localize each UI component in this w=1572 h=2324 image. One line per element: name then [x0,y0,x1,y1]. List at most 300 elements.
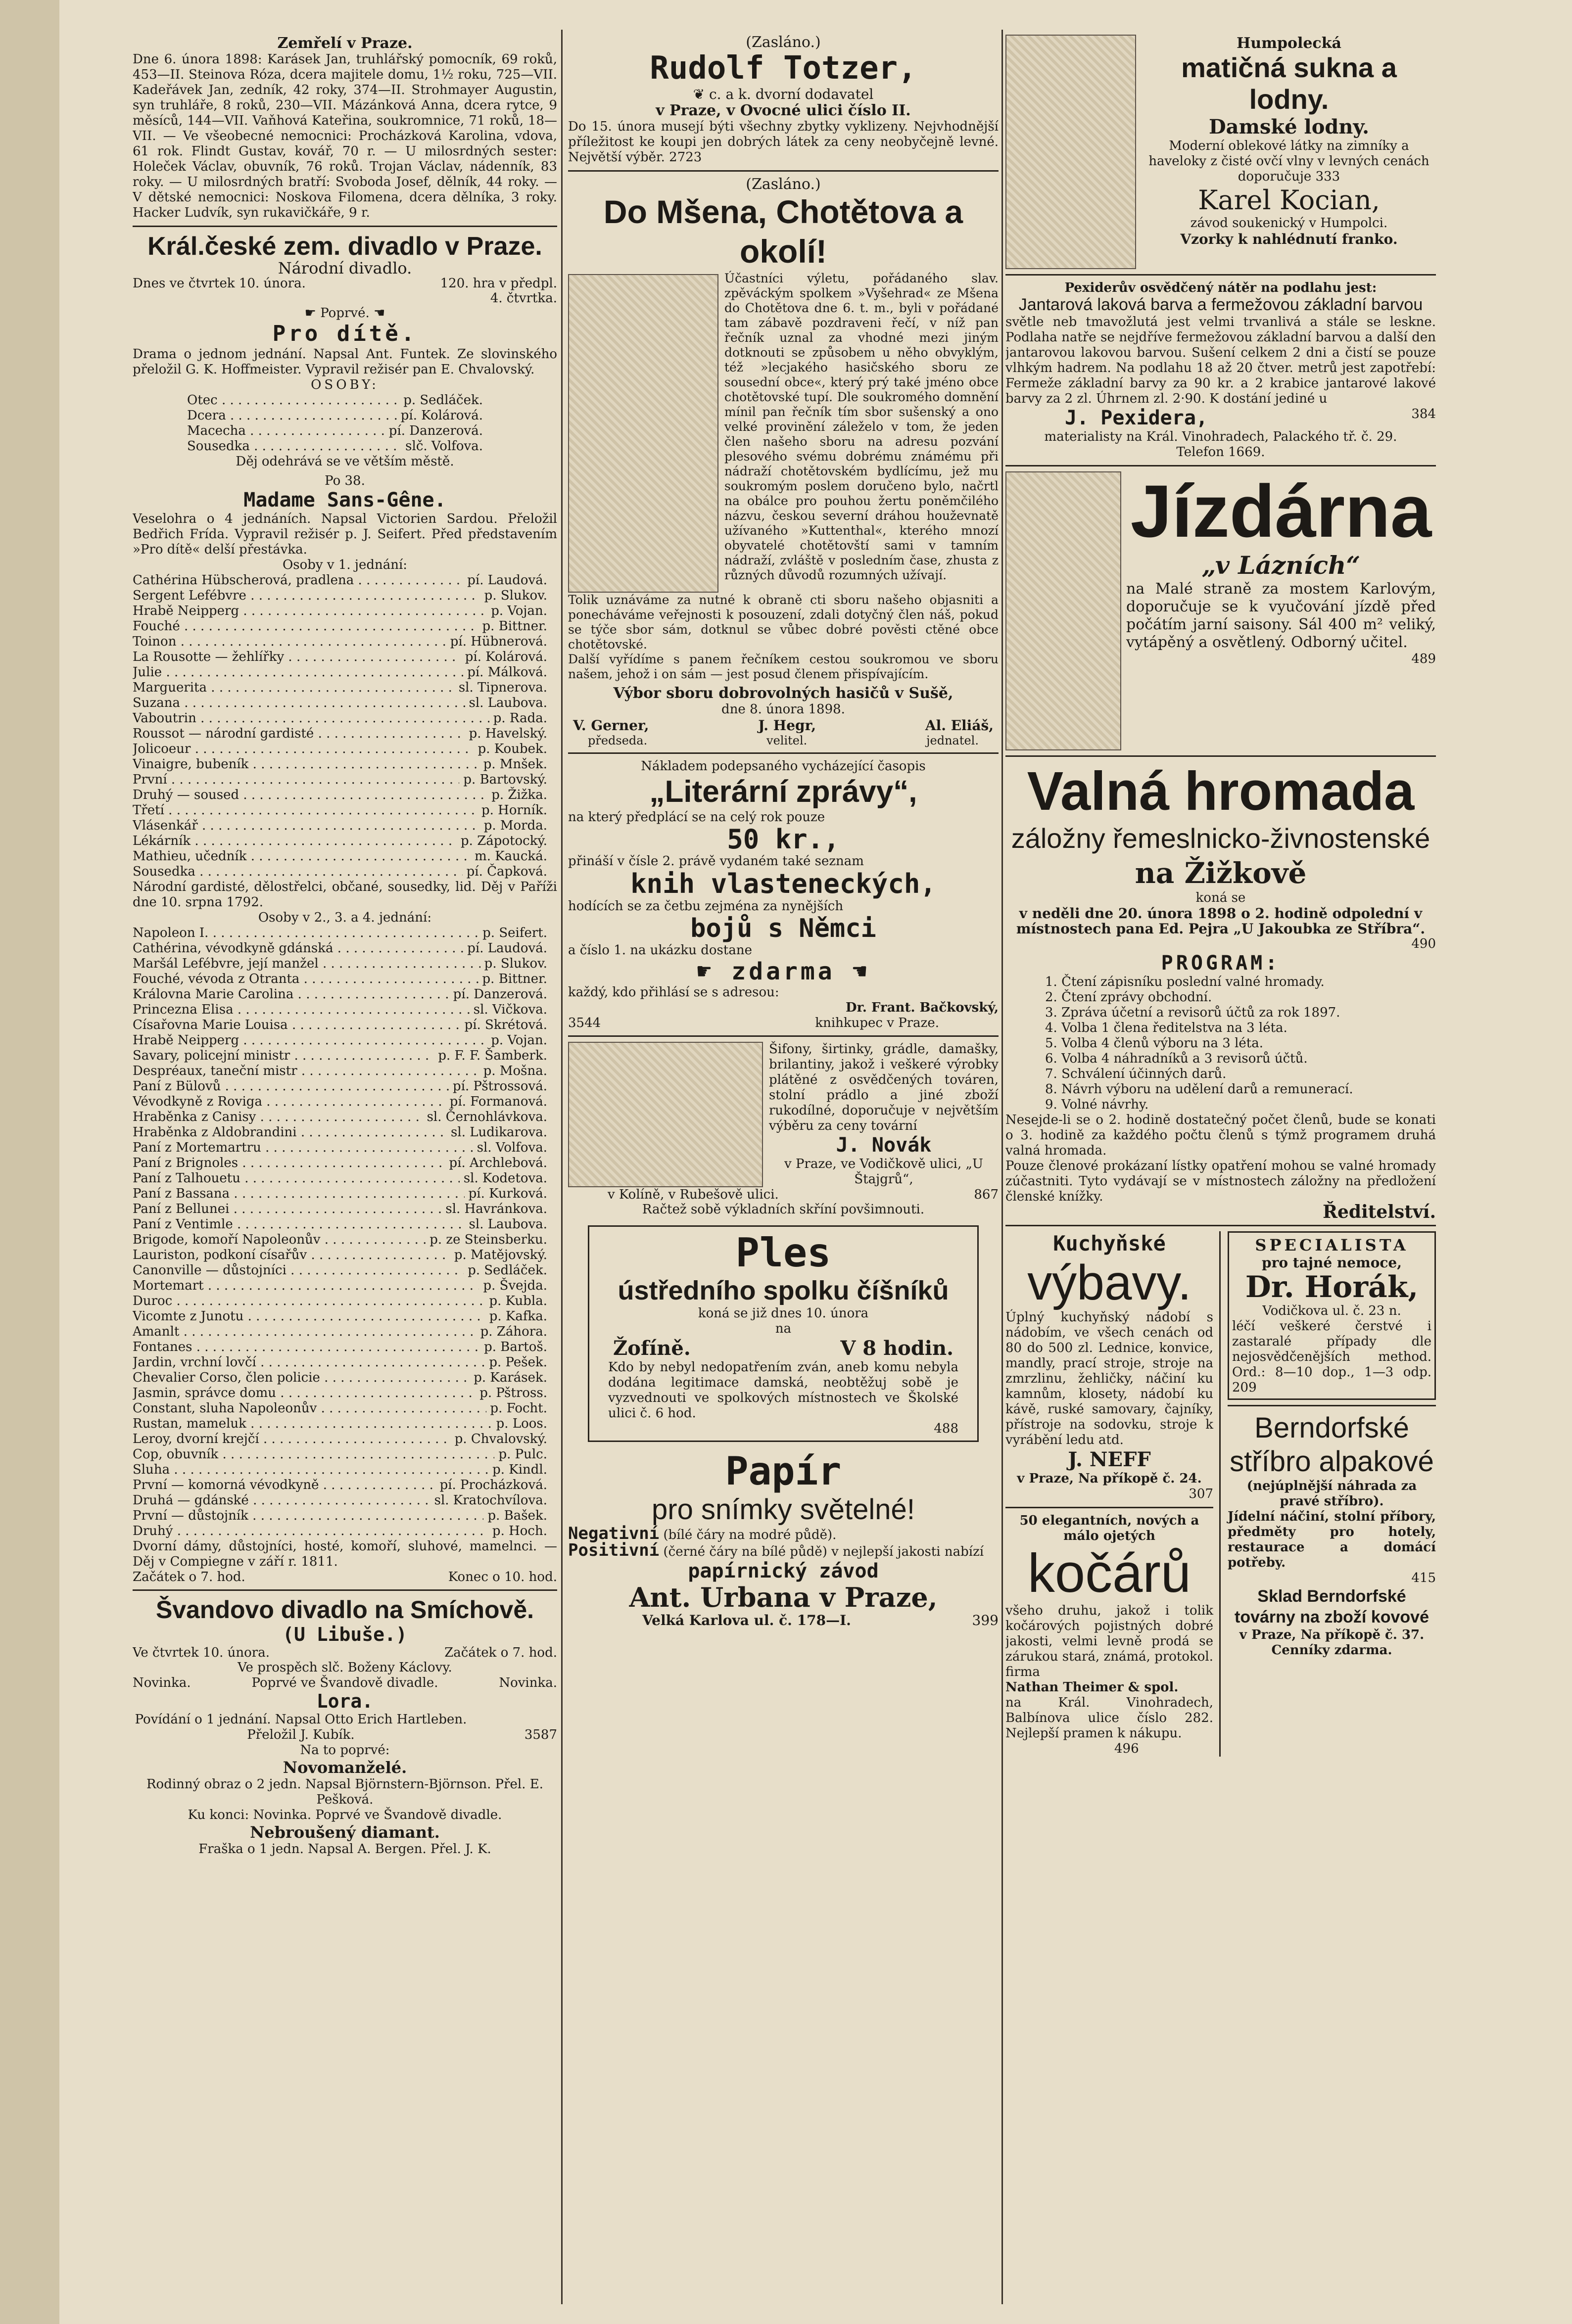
lit-fight: bojů s Němci [690,914,876,943]
cast-actor: p. Sedláček. [468,1263,547,1278]
cast-actor: p. Chvalovský. [454,1432,547,1446]
cast-role: Jolicoeur . . . [133,742,474,757]
column-right [1005,35,1436,2304]
lit-intro: Nákladem podepsaného vycházející časopis [641,759,926,774]
cast-actor: p. Slukov. [484,956,547,971]
cast-row [133,864,547,880]
jizdarna-text: na Malé straně za mostem Karlovým, doporučuje se k vyučování jízdě před počátím jarní saisony. Sál 400 m² veliký, vytápěný a osvětlený. Odborný učitel. [1126,580,1436,651]
cast-row [133,573,547,588]
kocaru-heading: kočárů [1027,1543,1191,1604]
signature-1-role: předseda. [588,734,648,747]
cast-row [133,1263,547,1278]
cast-row [133,726,547,742]
cast-row [133,1462,547,1478]
cast-row [133,1524,547,1539]
cast-role: Vaboutrin . . . [133,711,489,726]
play1-description: Drama o jednom jednání. Napsal Ant. Funtek. Ze slovinského přeložil G. K. Hoffmeister. Vypravil režisér pan E. Chvalovský. [133,347,557,377]
column-rule [1001,30,1003,2304]
cast-actor: sl. Kodetova. [463,1171,547,1186]
svandovo-end-label: Ku konci: Novinka. Poprvé ve Švandově divadle. [188,1808,502,1822]
theimer-name: Nathan Theimer & spol. [1005,1680,1179,1695]
kocian-name: Karel Kocian, [1198,185,1380,216]
cast-actor: p. Bašek. [487,1508,547,1523]
program-heading: PROGRAM: [1161,952,1281,975]
divider [568,752,999,754]
cast-row [133,757,547,772]
zalozny-heading: záložny řemeslnicko-živnostenské [1011,823,1430,854]
cast-row [187,393,483,408]
cast-role: Suzana . . . [133,696,465,711]
cast-row [133,1355,547,1370]
cast-row [133,1217,547,1232]
cast-role: Rustan, mameluk . . . [133,1416,492,1432]
cast-row [133,696,547,711]
cast-role: Cathérina, vévodkyně gdánská . . . [133,941,463,956]
cast-actor: p. Koubek. [477,742,547,756]
left-subcolumn [1005,1231,1221,1757]
cast-actor: sl. Tipnerova. [458,680,547,695]
cast-row [133,742,547,757]
cast-actor: p. Slukov. [484,588,547,603]
papir-negative: Negativní (bílé čáry na modré půdě). [568,1524,837,1543]
cast-row [133,1370,547,1386]
cast-actor: p. Kafka. [489,1309,547,1324]
program-list [1005,975,1436,1113]
cast-role: Otec . . . [187,393,399,408]
msen-heading: Do Mšena, Chotětova a okolí! [603,193,963,270]
hand-pointer-icon: ☛ [304,306,321,321]
act1-note: Národní gardisté, dělostřelci, občané, sousedky, lid. Děj v Paříži dne 10. srpna 1792. [133,880,557,910]
jizdarna-sub: „v Lázních“ [1201,551,1361,580]
cast-role: Duroc . . . [133,1294,485,1309]
program-text2: Pouze členové prokázaní lístky opatření mohou se valné hromady zúčastniti. Tyto vydávají se v místnostech záložny na předložení členské knížky. [1005,1159,1436,1204]
cast-role: Toinon . . . [133,634,446,650]
cast-row [133,588,547,604]
svandovo-start: Začátek o 7. hod. [444,1645,557,1660]
cast-role: Brigode, komoří Napoleonův . . . [133,1232,426,1248]
theimer-code: 496 [1114,1741,1139,1756]
jizdarna-heading: Jízdárna [1130,469,1432,553]
divider [1005,1507,1213,1508]
cast-role: Jasmin, správce domu . . . [133,1386,476,1401]
cast-row [133,650,547,665]
novinka-right: Novinka. [499,1675,557,1690]
cast-row [133,1171,547,1186]
cast-role: Vicomte z Junotu . . . [133,1309,485,1324]
cast-row [133,972,547,987]
papir-name: Ant. Urbana v Praze, [629,1581,938,1613]
cast-row [133,1324,547,1340]
cast-role: Canonville — důstojníci . . . [133,1263,464,1278]
program-item: 9. Volné návrhy. [1045,1097,1149,1112]
cast-row [133,665,547,680]
cast-role: Fouché, vévoda z Otranta . . . [133,972,478,987]
cast-role: Chevalier Corso, člen policie . . . [133,1370,470,1386]
cast-actor: sl. Laubova. [469,696,547,710]
svandovo-next-title: Novomanželé. [283,1758,407,1777]
divider [1005,755,1436,757]
cast-row [133,1478,547,1493]
divider [133,226,557,227]
svandovo-play-title: Lora. [316,1690,374,1712]
cast-actor: pí. Procházková. [439,1478,547,1492]
cast-row [133,1002,547,1018]
horak-text: léčí veškeré čerstvé i zastaralé případy dle nejosvědčenějších method. Ord.: 8—10 dop., 1—3 odp. 209 [1232,1319,1431,1395]
cast-actor: p. Horník. [481,803,547,818]
theatre-heading: Král.české zem. divadlo v Praze. [147,232,542,261]
play1-title: Pro dítě. [272,321,418,346]
pexidera-code: 384 [1411,407,1436,421]
cast-actor: p. Rada. [493,711,547,726]
reditelstvi: Ředitelství. [1323,1202,1436,1222]
cast-row [187,423,483,439]
kocaru-text: všeho druhu, jakož i tolik kočárových pojistných dobré jakosti, velmi levně prodá se zárukou stará, známá, protokol. firma [1005,1603,1213,1679]
ples-title: Ples [735,1230,831,1276]
cast-actor: pí. Laudová. [467,941,547,956]
cast-actor: p. Záhora. [480,1324,547,1339]
cast-actor: p. Bartovský. [463,772,547,787]
cast-row [133,987,547,1002]
cast-row [133,1340,547,1355]
lit-text2: hodících se za četbu zejména za nynějších [568,899,844,914]
svandovo-date: Ve čtvrtek 10. února. [133,1645,270,1660]
cast-actor: p. Seifert. [482,926,547,940]
cast-row [133,619,547,634]
cast-row [133,788,547,803]
cast-role: Macecha . . . [187,423,385,439]
cast-actor: sl. Kratochvílova. [434,1493,547,1508]
cast-row [133,1508,547,1524]
ples-box [588,1225,979,1442]
berndorf-sub: (nejúplnější náhrada za pravé stříbro). [1246,1479,1417,1509]
svandovo-subheading: (U Libuše.) [283,1624,407,1645]
cast-actor: p. Sedláček. [403,393,483,408]
kuchynske-heading: Kuchyňské [1053,1231,1166,1255]
cast-role: Sergent Lefébvre . . . [133,588,480,604]
cast-role: Hrabě Neipperg . . . [133,1033,487,1048]
cast-role: První . . . [133,772,459,788]
cast-role: První — důstojník . . . [133,1508,483,1524]
humpolec-label: Humpolecká [1237,35,1341,52]
cast-row [133,849,547,864]
cast-heading: OSOBY: [311,377,379,392]
cast-row [133,1110,547,1125]
cast-actor: p. Pulc. [498,1447,547,1462]
lit-free: ☛ zdarma ☚ [697,958,870,985]
cast-actor: p. Bittner. [482,619,547,634]
cast-role: Paní z Bülovů . . . [133,1079,449,1094]
pexidera-title: Jantarová laková barva a fermežovou základní barvou [1018,295,1423,314]
cast-row [133,1156,547,1171]
kocian-sub: závod soukenický v Humpolci. [1190,216,1388,231]
cast-role: Lauriston, podkoní císařův . . . [133,1248,450,1263]
horak-address: Vodičkova ul. č. 23 n. [1262,1303,1401,1318]
lit-text1: přináší v čísle 2. právě vydaném také seznam [568,854,864,869]
cast-role: Fontanes . . . [133,1340,480,1355]
play1-note: Děj odehrává se ve větším městě. [236,454,454,469]
lit-text3: a číslo 1. na ukázku dostane [568,943,752,958]
cast-actor: p. Kindl. [492,1462,547,1477]
cast-actor: pí. Danzerová. [388,423,483,438]
column-rule [561,30,563,2304]
cast-actor: pí. Kolárová. [400,408,483,423]
cast-actor: p. Švejda. [483,1278,547,1293]
kocian-note: Vzorky k nahlédnutí franko. [1180,231,1398,247]
cast-row [133,1248,547,1263]
cast-row [133,1309,547,1324]
kocian-text: Moderní oblekové látky na zimníky a haveloky z čisté ovčí vlny v levných cenách doporučuje 333 [1148,139,1429,184]
program-text: Nesejde-li se o 2. hodině dostatečný počet členů, bude se konati o 3. hodině za každého počtu členů s týmž programem druhá valná hromada. [1005,1113,1436,1158]
cast-role: Princezna Elisa . . . [133,1002,470,1018]
divider [1005,1225,1436,1226]
msen-text3: Další vyřídíme s panem řečníkem cestou soukromou ve sboru našem, jehož i on sám — jest posud členem přispívajícím. [568,652,999,681]
novak-code: 867 [974,1187,999,1202]
cast-role: Vinaigre, bubeník . . . [133,757,479,772]
sent-label: (Zasláno.) [746,176,821,193]
cast-role: Julie . . . [133,665,463,680]
cast-row [133,711,547,726]
specialist-sub: pro tajné nemoce, [1262,1255,1402,1271]
cast-row [133,1278,547,1294]
papir-subtitle: pro snímky světelné! [652,1493,915,1526]
cast-row [133,926,547,941]
lit-price: 50 kr., [727,824,840,855]
divider [133,1589,557,1591]
svandovo-play-desc: Povídání o 1 jednání. Napsal Otto Erich Hartleben. Přeložil J. Kubík. [135,1712,467,1742]
cast-row [133,956,547,972]
cast-actor: sl. Volfova. [476,1140,547,1155]
start-time: Začátek o 7. hod. [133,1570,245,1584]
cast-row [133,1232,547,1248]
pexidera-address: materialisty na Král. Vinohradech, Palackého tř. č. 29. [1044,429,1397,444]
lit-text4: každý, kdo přihlásí se s adresou: [568,985,779,1000]
cast-role: Lékárník . . . [133,834,457,849]
cast-actor: p. Focht. [490,1401,547,1416]
cast-actor: p. Hoch. [492,1524,547,1538]
cast-actor: sl. Černohlávkova. [427,1110,547,1124]
novak-name: J. Novák [836,1134,932,1157]
cast-role: Druhý . . . [133,1524,488,1539]
papir-title: Papír [725,1449,842,1494]
berndorf-catalog: Cenníky zdarma. [1271,1643,1392,1658]
cast-row [133,1125,547,1140]
program-item: 3. Zpráva účetní a revisorů účtů za rok 1897. [1045,1005,1340,1020]
cast-actor: p. Pešek. [489,1355,547,1370]
vybavy-heading: výbavy. [1027,1255,1191,1310]
cast-role: Druhý — soused . . . [133,788,487,803]
program-item: 5. Volba 4 členů výboru na 3 léta. [1045,1036,1264,1051]
cast-role: Sluha . . . [133,1462,488,1478]
svandovo-benefit: Ve prospěch slč. Boženy Káclovy. [238,1660,452,1675]
divider [1228,1405,1436,1406]
cast-actor: m. Kaucká. [475,849,547,864]
svandovo-code: 3587 [524,1727,557,1742]
novinka-center: Poprvé ve Švandově divadle. [251,1675,438,1690]
cast-role: Constant, sluha Napoleonův . . . [133,1401,486,1416]
sukna-heading: matičná sukna a lodny. [1181,52,1397,115]
play2-title: Madame Sans-Gêne. [243,489,446,511]
cast-actor: p. Bartoš. [484,1340,547,1354]
cast-row [133,834,547,849]
cast-actor: p. F. F. Šamberk. [438,1048,547,1063]
cast-row [133,1202,547,1217]
cast-row [133,1386,547,1401]
berndorf-store: Sklad Berndorfské továrny na zboží kovové [1235,1587,1429,1627]
totzer-address: v Praze, v Ovocné ulici číslo II. [656,102,911,119]
cast-role: Hraběnka z Aldobrandini . . . [133,1125,447,1140]
cast-actor: p. Žižka. [491,788,547,802]
pexidera-text: světle neb tmavožlutá jest velmi trvanlivá a stále se leskne. Podlaha natře se nejdříve fermežovou základní barvou a další den jantarovou lakovou barvou. Sušení celkem 2 dni a čistí se pouze vlhkým hadrem. Na podlahu 18 až 20 čtver. metrů jest zapotřebí: Fermeže základní barvy za 90 kr. a 2 krabice jantarové lakové barvy za 2 zl. Úhrnem zl. 2·90. K dostání jediné u [1005,315,1436,406]
cast-actor: p. Mnšek. [483,757,547,772]
totzer-name: Rudolf Totzer, [650,50,917,87]
sent-label: (Zasláno.) [746,35,821,51]
figure-illustration [1005,35,1136,269]
kona-label: koná se [1195,890,1246,905]
cast-role: Vévodkyně z Roviga . . . [133,1094,446,1110]
cast-actor: p. Bittner. [482,972,547,986]
hand-pointer-icon: ☚ [835,958,870,985]
cast-role: Leroy, dvorní krejčí . . . [133,1432,451,1447]
berndorf-heading: Berndorfské [1254,1412,1409,1444]
cast-role: Napoleon I. . . . [133,926,478,941]
coat-of-arms-icon: ❦ [693,86,709,102]
cast-role: Paní z Ventimle . . . [133,1217,465,1232]
cast-role: Hrabě Neipperg . . . [133,604,487,619]
papir-factory: papírnický závod [688,1560,879,1582]
neff-name: J. NEFF [1068,1448,1151,1471]
cast-actor: pí. Pštrossová. [453,1079,547,1094]
theimer-text: na Král. Vinohradech, Balbínova ulice číslo 282. Nejlepší pramen k nákupu. [1005,1695,1213,1741]
svandovo-heading: Švandovo divadlo na Smíchově. [155,1596,534,1624]
cast-role: Paní z Mortemartru . . . [133,1140,473,1156]
berndorf-subheading: stříbro alpakové [1230,1445,1434,1478]
cast-role: Paní z Bassana . . . [133,1186,465,1202]
cast-actor: p. Morda. [483,818,547,833]
cast-actor: sl. Laubova. [469,1217,547,1232]
cast-actor: p. Kubla. [489,1294,547,1308]
cast-role: Mathieu, učedník . . . [133,849,471,864]
novak-address: v Praze, ve Vodičkově ulici, „U Štajgrů“, [784,1157,983,1187]
program-item: 7. Schválení účinných darů. [1045,1067,1227,1081]
cast-actor: pí. Skrétová. [464,1018,547,1032]
kocaru-intro: 50 elegantních, nových a málo ojetých [1019,1513,1199,1543]
deaths-text: Dne 6. února 1898: Karásek Jan, truhlářský pomocník, 69 roků, 453—II. Steinova Róza, dcera majitele domu, 1½ roku, 725—VII. Kadeřávek Jan, zedník, 42 roky, 374—II. Strohmayer Augustin, syn truhláře, 8 roků, 230—VII. Mázánková Anna, dcera rytce, 9 měsíců, 144—VII. Vaňhová Kateřina, soukromnice, 71 roků, 18—VII. — Ve všeobecné nemocnici: Procházková Karolina, vdova, 61 rok. Flindt Gustav, kovář, 70 r. — U milosrdných sester: Holeček Václav, obuvník, 76 roků. Trojan Václav, nádenník, 83 roky. — U milosrdných bratří: Svoboda Josef, dělník, 44 roky. — V dětské nemocnici: Noskova Filomena, dcera dělníka, 3 roky. Hacker Ludvík, syn rukavičkáře, 9 r. [133,52,557,220]
cast-role: Císařovna Marie Louisa . . . [133,1018,461,1033]
cast-actor: sl. Havránkova. [445,1202,547,1216]
cast-role: Dcera . . . [187,408,397,423]
signature-3-role: jednatel. [926,734,979,747]
cast-actor: pí. Laudová. [467,573,547,588]
right-subcolumn [1228,1231,1436,1757]
signature-2: J. Hegr, [758,717,816,734]
show-date: Dnes ve čtvrtek 10. února. [133,276,306,291]
show-number: 120. hra v předpl. 4. čtvrtka. [440,276,557,306]
deaths-heading: Zemřelí v Praze. [277,35,413,52]
cast-row [133,1018,547,1033]
end-time: Konec o 10. hod. [448,1570,557,1584]
program-item: 1. Čtení zápisníku poslední valné hromady. [1045,975,1325,989]
pexidera-phone: Telefon 1669. [1176,445,1265,460]
cast-actor: p. Pštross. [479,1386,547,1400]
kona-text: v neděli dne 20. února 1898 o 2. hodině odpolední v místnostech pana Ed. Pejra „U Jakoubka ze Stříbra“. [1016,905,1426,937]
cast-role: Vlásenkář . . . [133,818,480,834]
cast-role: Despréaux, taneční mistr . . . [133,1064,479,1079]
cast-actor: p. Zápotocký. [461,834,547,848]
novak-note: Račtež sobě výkladních skříní povšimnouti. [642,1202,925,1217]
cast-row [133,941,547,956]
cast-actor: sl. Ludikarova. [451,1125,547,1140]
totzer-title: ❦ c. a k. dvorní dodavatel [693,86,874,102]
cast-row [133,1064,547,1079]
sbor-heading: Výbor sboru dobrovolných hasičů v Sušě, [613,685,953,702]
cast-actor: pí. Danzerová. [453,987,547,1002]
berndorf-address: v Praze, Na příkopě č. 37. [1239,1627,1425,1642]
valna-heading: Valná hromada [1027,761,1415,822]
cast-actor: slč. Volfova. [405,439,483,454]
cast-role: Marguerita . . . [133,680,455,696]
hand-pointer-icon: ☚ [369,306,385,321]
divider [1005,465,1436,466]
theatre-subheading: Národní divadlo. [278,259,412,278]
cast-row [133,1140,547,1156]
cast-row [133,1416,547,1432]
lit-signature2: knihkupec v Praze. [815,1016,939,1030]
cast-role: Třetí . . . [133,803,477,818]
specialist-heading: SPECIALISTA [1255,1236,1409,1255]
novinka-left: Novinka. [133,1675,191,1690]
act2-heading: Osoby v 2., 3. a 4. jednání: [258,910,432,925]
specialist-box [1228,1231,1436,1400]
zizkov-heading: na Žižkově [1135,856,1307,890]
svandovo-next-label: Na to poprvé: [300,1743,390,1758]
cast-actor: p. Vojan. [491,604,547,618]
cast-row [133,772,547,788]
cast-role: Paní z Talhouetu . . . [133,1171,460,1186]
svandovo-next-desc: Rodinný obraz o 2 jedn. Napsal Björnstern-Björnson. Přel. E. Pešková. [146,1777,544,1807]
cast-actor: pí. Čapková. [466,864,547,879]
msen-text2: Tolik uznáváme za nutné k obraně cti sboru našeho objasniti a ponecháváme veřejnosti k posouzení, zdali dotyčný člen náš, pokud se týče sbor sám, dotknul se vůbec dobré pověsti ctěné obce chotětovské. [568,593,999,651]
ples-na: na [775,1321,792,1336]
ples-date: koná se již dnes 10. února [698,1306,869,1321]
divider [1005,274,1436,276]
cast-actor: p. ze Steinsberku. [429,1232,547,1247]
cast-row [133,803,547,818]
ples-subtitle: ústředního spolku číšníků [618,1276,949,1305]
cast-actor: p. Havelský. [469,726,547,741]
cast-row [133,1432,547,1447]
cast-row [133,1186,547,1202]
act2-note: Dvorní dámy, důstojníci, hosté, komoří, sluhové, mamelnci. — Děj v Compiegne v září r. 1811. [133,1539,557,1569]
cast-list-act2 [133,926,557,1539]
sbor-date: dne 8. února 1898. [721,702,845,717]
cast-role: První — komorná vévodkyně . . . [133,1478,436,1493]
kona-code: 490 [1411,936,1436,951]
cast-role: Amanlt . . . [133,1324,476,1340]
cast-role: Hraběnka z Canisy . . . [133,1110,423,1125]
cast-role: Sousedka . . . [187,439,401,454]
after-label: Po 38. [325,473,365,488]
cast-row [133,680,547,696]
cast-actor: p. Matějovský. [454,1248,547,1262]
horak-name: Dr. Horák, [1245,1270,1419,1304]
cast-row [133,1048,547,1064]
cast-actor: pí. Formanová. [449,1094,547,1109]
cast-row [187,408,483,423]
papir-address: Velká Karlova ul. č. 178—I. [642,1612,851,1628]
berndorf-text: Jídelní náčiní, stolní příbory, předměty pro hotely, restaurace a domácí potřeby. [1228,1509,1436,1570]
lit-books: knih vlasteneckých, [630,868,936,899]
cast-actor: sl. Vičkova. [473,1002,547,1017]
